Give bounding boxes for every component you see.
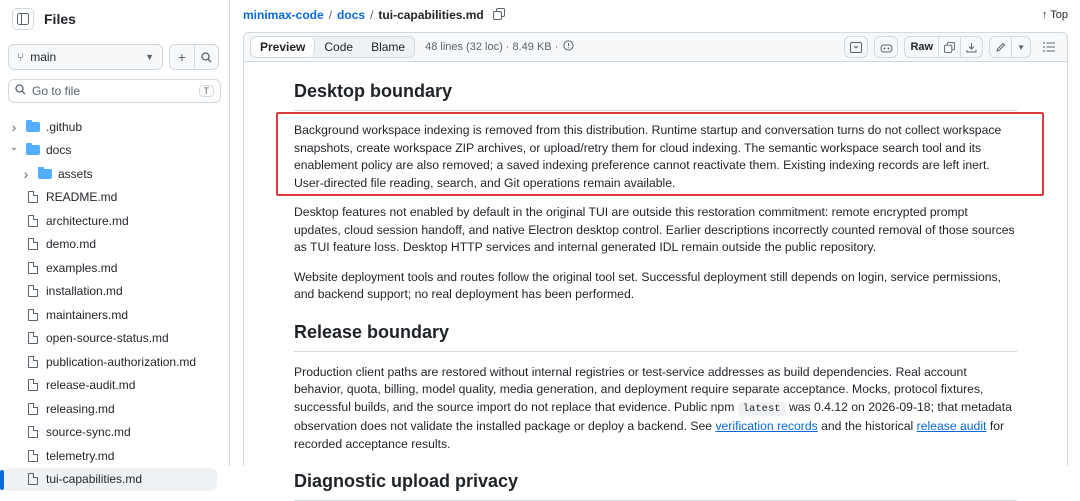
file-icon — [28, 332, 38, 344]
download-icon[interactable] — [960, 37, 982, 57]
release-text-4: for recorded acceptance results. — [294, 419, 1005, 451]
folder-icon — [26, 145, 40, 155]
add-file-icon[interactable]: + — [177, 49, 187, 65]
file-stats: 48 lines (32 loc) · 8.49 KB · — [425, 41, 559, 53]
paragraph-desktop-features: Desktop features not enabled by default in the original TUI are outside this restoration commitment: remote encrypted prompt updates, cloud session handoff, and native Electron desktop control. Earlier descriptions incorrectly counted removal of those sources as TUI feature loss. Desktop HTTP services and internal generated IDL remain outside the public repository. — [294, 205, 1015, 254]
file-icon — [28, 309, 38, 321]
edit-actions-group — [989, 36, 1031, 58]
branch-name: main — [30, 50, 57, 64]
raw-actions-group — [904, 36, 983, 58]
tree-file[interactable] — [0, 233, 229, 257]
heading-desktop-boundary: Desktop boundary — [294, 81, 1017, 111]
file-icon — [28, 191, 38, 203]
symbols-icon[interactable] — [844, 36, 868, 58]
tree-item-label: installation.md — [46, 284, 123, 299]
tree-file[interactable] — [0, 256, 229, 280]
breadcrumb-current-file: tui-capabilities.md — [378, 8, 484, 22]
info-icon[interactable] — [563, 40, 574, 54]
go-to-file-input[interactable] — [8, 79, 221, 103]
shortcut-hint: T — [199, 85, 215, 97]
tree-item-label: telemetry.md — [46, 448, 115, 463]
sidebar-toggle-icon[interactable] — [12, 8, 34, 30]
tree-item-label: demo.md — [46, 237, 97, 252]
tree-item-label: maintainers.md — [46, 307, 129, 322]
tree-file[interactable] — [0, 421, 229, 445]
sidebar-header — [0, 0, 229, 38]
tree-item-label: releasing.md — [46, 401, 115, 416]
chevron-down-icon[interactable]: ▼ — [1011, 37, 1030, 57]
file-meta — [425, 40, 574, 54]
branch-icon: ⑂ — [17, 50, 25, 64]
tree-item-label: assets — [58, 166, 93, 181]
paragraph-website-deployment: Website deployment tools and routes follow the original tool set. Successful deployment still depends on login, service permissions, and backend support; no real deployment has been performed. — [294, 269, 1002, 301]
verification-records-link[interactable]: verification records — [715, 419, 818, 433]
chevron-right-icon[interactable]: › — [23, 165, 29, 182]
markdown-preview — [243, 62, 1068, 491]
file-tree — [0, 109, 229, 491]
file-icon — [28, 285, 38, 297]
tree-item-label: release-audit.md — [46, 378, 136, 393]
tree-file[interactable] — [0, 350, 229, 374]
go-to-file-placeholder: Go to file — [32, 84, 81, 98]
tree-file[interactable] — [4, 468, 217, 492]
tree-item-label: source-sync.md — [46, 425, 131, 440]
release-text-3: and the historical — [817, 419, 917, 433]
breadcrumb-folder-link[interactable]: docs — [337, 8, 366, 22]
chevron-right-icon[interactable]: › — [11, 118, 17, 135]
sidebar-actions — [169, 44, 219, 70]
tree-item-label: open-source-status.md — [46, 331, 169, 346]
heading-release-boundary: Release boundary — [294, 322, 1017, 352]
tree-item-label: tui-capabilities.md — [46, 472, 143, 487]
tree-item-label: examples.md — [46, 260, 118, 275]
search-icon — [15, 84, 26, 98]
paragraph-indexing: Background workspace indexing is removed from this distribution. Runtime startup and conversation turns do not collect workspace snapshots, create workspace ZIP archives, or upload/retry them for cloud indexing. The semantic workspace search tool and its enablement policy are also removed; a saved indexing preference cannot reactivate them. Existing indexing records are left inert. User-directed file reading, search, and Git operations remain available. — [294, 123, 1002, 190]
heading-diagnostic-upload-privacy: Diagnostic upload privacy — [294, 471, 1017, 501]
file-icon — [28, 215, 38, 227]
folder-icon — [26, 122, 40, 132]
tree-file[interactable] — [0, 397, 229, 421]
tab-preview[interactable]: Preview — [251, 37, 315, 57]
tree-folder[interactable] — [0, 139, 229, 163]
copilot-icon[interactable] — [874, 36, 898, 58]
inline-code-latest: latest — [738, 402, 786, 416]
file-icon — [28, 356, 38, 368]
tree-file[interactable] — [0, 327, 229, 351]
view-mode-tabs — [250, 36, 415, 58]
outline-icon[interactable] — [1037, 36, 1061, 58]
toolbar-actions — [844, 36, 1061, 58]
tree-file[interactable] — [0, 374, 229, 398]
release-text-1: Production client paths are restored without internal registries or test-service addresses as build dependencies. Real account behavior, quota, billing, model quality, media generation, and deployment require separate acceptance. Mocks, protocol fixtures, successful builds, and the source import do not replace that evidence. Public npm — [294, 364, 984, 414]
tree-folder[interactable] — [0, 162, 229, 186]
tree-folder[interactable] — [0, 115, 229, 139]
file-icon — [28, 238, 38, 250]
tree-file[interactable] — [0, 303, 229, 327]
tree-file[interactable] — [0, 444, 229, 468]
tree-item-label: publication-authorization.md — [46, 354, 197, 369]
file-icon — [28, 473, 38, 485]
file-icon — [28, 262, 38, 274]
breadcrumb-repo-link[interactable]: minimax-code — [243, 8, 324, 22]
file-icon — [28, 403, 38, 415]
tree-item-label: .github — [46, 119, 83, 134]
tree-file[interactable] — [0, 186, 229, 210]
branch-row — [0, 38, 229, 72]
copy-path-icon[interactable] — [493, 8, 505, 23]
paragraph-release — [294, 364, 1017, 454]
tab-blame[interactable]: Blame — [371, 40, 406, 54]
top-label: Top — [1050, 9, 1068, 21]
tree-file[interactable] — [0, 280, 229, 304]
back-to-top-button[interactable] — [1042, 9, 1068, 21]
search-icon[interactable] — [194, 45, 218, 69]
tab-code[interactable]: Code — [324, 40, 354, 54]
file-icon — [28, 379, 38, 391]
file-icon — [28, 450, 38, 462]
main-panel — [231, 0, 1080, 491]
chevron-down-icon: ▼ — [145, 52, 154, 62]
arrow-up-icon: ↑ — [1041, 9, 1048, 21]
breadcrumb — [231, 0, 1080, 30]
breadcrumb-separator: / — [370, 8, 374, 22]
branch-selector[interactable] — [8, 44, 163, 70]
file-toolbar — [243, 32, 1068, 62]
folder-icon — [38, 169, 52, 179]
release-audit-link[interactable]: release audit — [916, 419, 987, 433]
release-text-2: was 0.4.12 on 2026-09-18; that metadata observation does not validate the installed package or deploy a backend. See — [294, 399, 1012, 433]
breadcrumb-separator: / — [328, 8, 333, 22]
chevron-down-icon[interactable]: ⌄ — [9, 141, 19, 153]
file-tree-sidebar — [0, 0, 230, 487]
copy-raw-icon[interactable] — [938, 37, 960, 57]
tree-item-label: architecture.md — [46, 213, 129, 228]
pencil-icon[interactable] — [990, 37, 1011, 57]
tree-item-label: docs — [46, 143, 72, 158]
sidebar-title: Files — [44, 11, 76, 27]
raw-button[interactable]: Raw — [910, 41, 934, 53]
file-icon — [28, 426, 38, 438]
tree-file[interactable] — [0, 209, 229, 233]
tree-item-label: README.md — [46, 190, 118, 205]
